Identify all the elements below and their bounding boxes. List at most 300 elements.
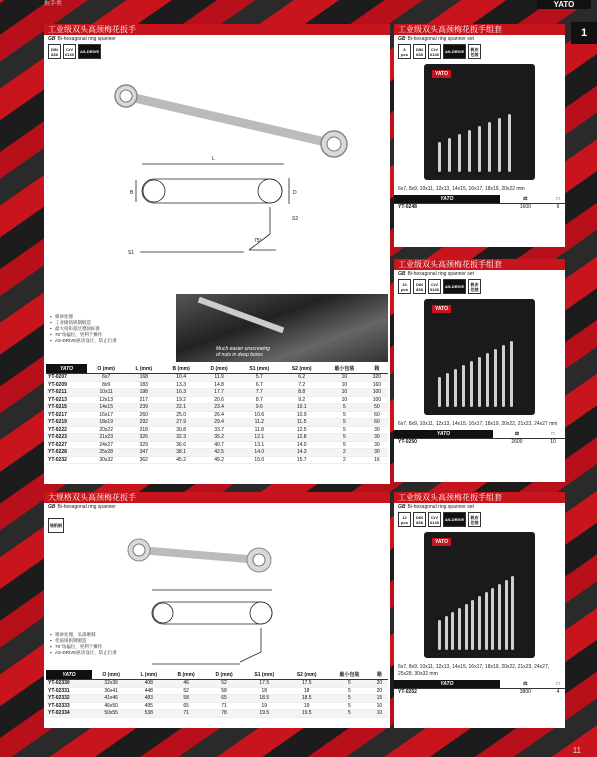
table-cell: 5 bbox=[328, 695, 371, 703]
wrench-in-pouch bbox=[488, 122, 491, 172]
table-cell: 30x32 bbox=[87, 456, 125, 464]
table-cell: 18 bbox=[285, 687, 327, 695]
spec-badge: AS-DRIVE bbox=[443, 44, 466, 59]
wrench-set-photo bbox=[424, 532, 535, 658]
product-panel-large bbox=[44, 492, 390, 728]
feature-item: ▪ 75°角偏位，更利于操作 bbox=[50, 644, 117, 650]
table-cell: 495 bbox=[130, 702, 167, 710]
table-cell: 5 bbox=[323, 411, 366, 419]
spec-badges bbox=[394, 278, 565, 295]
wrench-set-photo bbox=[424, 64, 535, 180]
pouch-logo: YATO bbox=[432, 305, 451, 313]
spec-badge: DIN 838 bbox=[413, 44, 426, 59]
table-cell: 20 bbox=[371, 680, 388, 688]
table-cell: 21x23 bbox=[87, 434, 125, 442]
feature-item: ▪ AS-DRIVE驱动设计，防止打滑 bbox=[50, 338, 117, 344]
table-cell: 25.0 bbox=[162, 411, 200, 419]
table-row bbox=[46, 419, 388, 427]
table-cell: 32.3 bbox=[162, 434, 200, 442]
large-spanner-drawing bbox=[44, 532, 390, 692]
table-cell: 4 bbox=[556, 689, 560, 696]
table-cell: 2 bbox=[323, 449, 366, 457]
dim-angle-label: 75° bbox=[254, 238, 262, 244]
table-cell: 65 bbox=[205, 695, 243, 703]
table-row bbox=[46, 381, 388, 389]
table-cell: 10.6 bbox=[238, 411, 280, 419]
wrench-in-pouch bbox=[448, 138, 451, 172]
spec-badge: DIN 838 bbox=[413, 279, 426, 294]
table-cell: 13.1 bbox=[238, 441, 280, 449]
wrench-in-pouch bbox=[438, 377, 441, 407]
table-cell: 15 bbox=[371, 695, 388, 703]
table-cell: 10 bbox=[323, 381, 366, 389]
spanner-photo bbox=[128, 539, 271, 572]
table-cell: 5 bbox=[323, 434, 366, 442]
table-row bbox=[46, 396, 388, 404]
table-cell: 326 bbox=[125, 434, 162, 442]
spec-badge: CrV 6140 bbox=[428, 279, 441, 294]
column-header: 最小包装 bbox=[323, 364, 366, 374]
table-cell: 10 bbox=[371, 710, 388, 718]
product-code: YT-0252 bbox=[398, 689, 417, 696]
panel-title: 工业级双头高颈梅花扳手 bbox=[44, 24, 390, 35]
table-cell: 16 bbox=[366, 456, 388, 464]
table-cell: 100 bbox=[366, 396, 388, 404]
table-row bbox=[394, 438, 565, 446]
table-cell: 10 bbox=[550, 439, 556, 446]
spec-badge: 8 pcs bbox=[398, 44, 411, 59]
din-badge: DIN 838 bbox=[48, 44, 61, 59]
set-panel-12pcs bbox=[394, 492, 565, 728]
table-cell: 9.2 bbox=[281, 396, 323, 404]
table-cell: 20.6 bbox=[200, 396, 238, 404]
table-cell: 58 bbox=[167, 695, 205, 703]
table-cell: 160 bbox=[366, 381, 388, 389]
technical-drawing bbox=[152, 590, 272, 664]
wrench-in-pouch bbox=[438, 142, 441, 172]
spec-badge: CrV 6140 bbox=[428, 44, 441, 59]
brand-header-cell: YATO bbox=[46, 364, 87, 374]
header-row bbox=[394, 430, 565, 438]
set-sizes: 6x7, 8x9, 10x11, 12x13, 14x15, 16x17, 18x19, 20x22 mm bbox=[398, 186, 525, 192]
table-cell: 14x15 bbox=[87, 404, 125, 412]
table-cell: 25x28 bbox=[87, 449, 125, 457]
pouch-logo: YATO bbox=[432, 70, 451, 78]
table-cell: 10.4 bbox=[162, 374, 200, 382]
dim-B-label: B bbox=[130, 190, 134, 196]
table-row bbox=[394, 203, 565, 211]
set-panel-8pcs bbox=[394, 24, 565, 247]
spec-badge: CrV 6140 bbox=[428, 512, 441, 527]
table-cell: 46x50 bbox=[92, 702, 130, 710]
spec-badges bbox=[394, 511, 565, 528]
asdrive-badge: AS-DRIVE bbox=[78, 44, 101, 59]
table-cell: 15.0 bbox=[238, 456, 280, 464]
page-number: 11 bbox=[572, 746, 581, 755]
wrench-in-pouch bbox=[446, 373, 449, 407]
spec-badge: 帆布 包装 bbox=[468, 44, 481, 59]
table-row bbox=[46, 449, 388, 457]
table-cell: 11.2 bbox=[238, 419, 280, 427]
table-cell: 30 bbox=[366, 449, 388, 457]
wrench-in-pouch bbox=[511, 576, 514, 650]
panel-subtitle: GB Bi-hexagonal ring spanner bbox=[48, 504, 116, 510]
table-cell: 3800 bbox=[519, 689, 531, 696]
header-row bbox=[46, 670, 388, 680]
wrench-in-pouch bbox=[486, 353, 489, 407]
column-header: 箱 bbox=[366, 364, 388, 374]
table-cell: 50 bbox=[366, 404, 388, 412]
spec-badges bbox=[44, 511, 390, 534]
table-cell: 24x27 bbox=[87, 441, 125, 449]
spec-table bbox=[46, 670, 388, 718]
wrench-in-pouch bbox=[510, 341, 513, 407]
wrench-in-pouch bbox=[451, 612, 454, 650]
table-cell: 17.5 bbox=[243, 680, 285, 688]
column-header: L (mm) bbox=[130, 670, 167, 680]
column-header: D (mm) bbox=[205, 670, 243, 680]
table-row bbox=[46, 426, 388, 434]
table-cell: 41x46 bbox=[92, 695, 130, 703]
column-header: S2 (mm) bbox=[281, 364, 323, 374]
table-cell: 20 bbox=[371, 687, 388, 695]
table-cell: 6.2 bbox=[281, 374, 323, 382]
table-cell: 30.8 bbox=[162, 426, 200, 434]
table-cell: 33.7 bbox=[200, 426, 238, 434]
table-cell: 71 bbox=[205, 702, 243, 710]
spec-badge: AS-DRIVE bbox=[443, 512, 466, 527]
table-cell: 18.5 bbox=[243, 695, 285, 703]
wrench-in-pouch bbox=[458, 134, 461, 172]
table-cell: 1600 bbox=[519, 204, 531, 211]
table-cell: 38.1 bbox=[162, 449, 200, 457]
table-cell: 538 bbox=[130, 710, 167, 718]
table-cell: 10 bbox=[371, 702, 388, 710]
table-cell: 49.2 bbox=[200, 456, 238, 464]
chapter-tab: 1 bbox=[571, 22, 597, 44]
product-code: YT-0223 bbox=[46, 434, 87, 442]
feature-item: ▪ 喷砂处理 bbox=[50, 314, 117, 320]
table-cell: 19.2 bbox=[162, 396, 200, 404]
product-code: YT-0211 bbox=[46, 389, 87, 397]
spec-badge: 帆布 包装 bbox=[468, 279, 481, 294]
weight-icon: ⚖ bbox=[500, 195, 551, 203]
crv-badge: 铬钒钢 bbox=[48, 518, 64, 533]
technical-drawing bbox=[136, 164, 289, 252]
table-cell: 239 bbox=[125, 404, 162, 412]
table-cell: 27.9 bbox=[162, 419, 200, 427]
table-cell: 6.7 bbox=[238, 381, 280, 389]
table-cell: 362 bbox=[125, 456, 162, 464]
table-cell: 198 bbox=[125, 389, 162, 397]
table-cell: 32x36 bbox=[92, 680, 130, 688]
wrench-in-pouch bbox=[491, 588, 494, 650]
product-code: YT-0248 bbox=[398, 204, 417, 211]
table-cell: 65 bbox=[167, 702, 205, 710]
spec-badges bbox=[44, 43, 390, 60]
table-cell: 10.9 bbox=[281, 411, 323, 419]
table-cell: 11.8 bbox=[238, 426, 280, 434]
box-icon: □ bbox=[551, 195, 565, 203]
feature-list bbox=[44, 632, 117, 656]
column-header: S1 (mm) bbox=[238, 364, 280, 374]
product-code: YT-0227 bbox=[46, 441, 87, 449]
table-cell: 12.1 bbox=[238, 434, 280, 442]
table-cell: 347 bbox=[125, 449, 162, 457]
table-cell: 14.0 bbox=[281, 441, 323, 449]
product-code: YT-0222 bbox=[46, 426, 87, 434]
header-row bbox=[46, 364, 388, 374]
table-cell: 26.4 bbox=[200, 411, 238, 419]
table-cell: 5 bbox=[323, 419, 366, 427]
table-cell: 6x7 bbox=[87, 374, 125, 382]
column-header: S2 (mm) bbox=[285, 670, 327, 680]
table-cell: 78 bbox=[205, 710, 243, 718]
wrench-in-pouch bbox=[478, 126, 481, 172]
spanner-photo bbox=[115, 85, 347, 157]
table-cell: 10x11 bbox=[87, 389, 125, 397]
table-cell: 6 bbox=[556, 204, 560, 211]
feature-item: ▪ 优质铬钒钢锻造 bbox=[50, 638, 117, 644]
set-sizes: 6x7, 8x9, 10x11, 12x13, 14x15, 16x17, 18x19, 20x22, 21x23, 24x27, 25x28, 30x32 mm bbox=[398, 664, 550, 677]
table-cell: 29.4 bbox=[200, 419, 238, 427]
usage-photo bbox=[176, 294, 388, 362]
table-cell: 168 bbox=[125, 374, 162, 382]
table-cell: 71 bbox=[167, 710, 205, 718]
table-row bbox=[46, 710, 388, 718]
table-cell: 18x19 bbox=[87, 419, 125, 427]
spec-badge: AS-DRIVE bbox=[443, 279, 466, 294]
wrench-in-pouch bbox=[485, 592, 488, 650]
feature-item: ▪ 75°角偏位，更利于操作 bbox=[50, 332, 117, 338]
table-cell: 36x41 bbox=[92, 687, 130, 695]
dim-S1-label: S1 bbox=[128, 250, 135, 256]
table-cell: 5 bbox=[323, 426, 366, 434]
table-row bbox=[46, 680, 388, 688]
table-cell: 11.9 bbox=[200, 374, 238, 382]
product-code: YT-0217 bbox=[46, 411, 87, 419]
panel-subtitle: GB Bi-hexagonal ring spanner bbox=[48, 36, 116, 42]
table-cell: 23.4 bbox=[200, 404, 238, 412]
brand-header-cell: YATO bbox=[46, 670, 92, 680]
feature-item: ▪ AS-DRIVE驱动设计，防止打滑 bbox=[50, 650, 117, 656]
table-row bbox=[46, 389, 388, 397]
column-header: O (mm) bbox=[87, 364, 125, 374]
product-code: YT-02330 bbox=[46, 680, 92, 688]
dim-D-label: D bbox=[293, 190, 297, 196]
table-cell: 318 bbox=[125, 426, 162, 434]
product-code: YT-0219 bbox=[46, 419, 87, 427]
table-cell: 5.7 bbox=[238, 374, 280, 382]
wrench-in-pouch bbox=[454, 369, 457, 407]
product-code: YT-0232 bbox=[46, 456, 87, 464]
column-header: L (mm) bbox=[125, 364, 162, 374]
wrench-in-pouch bbox=[470, 361, 473, 407]
table-cell: 19 bbox=[243, 702, 285, 710]
wrench-in-pouch bbox=[478, 596, 481, 650]
table-cell: 5 bbox=[323, 441, 366, 449]
table-row bbox=[46, 702, 388, 710]
table-cell: 13.3 bbox=[162, 381, 200, 389]
table-cell: 16.3 bbox=[162, 389, 200, 397]
set-table bbox=[394, 430, 565, 446]
table-cell: 10.1 bbox=[281, 404, 323, 412]
spec-table-wrap bbox=[46, 670, 388, 718]
table-cell: 14.3 bbox=[281, 449, 323, 457]
table-row bbox=[46, 456, 388, 464]
wrench-in-pouch bbox=[471, 600, 474, 650]
column-header: B (mm) bbox=[162, 364, 200, 374]
table-cell: 36.6 bbox=[162, 441, 200, 449]
feature-item: ▪ 最大扭矩超过德国标准 bbox=[50, 326, 117, 332]
table-cell: 18.5 bbox=[285, 695, 327, 703]
wrench-in-pouch bbox=[462, 365, 465, 407]
spanner-in-photo bbox=[198, 297, 285, 333]
table-cell: 12x13 bbox=[87, 396, 125, 404]
panel-title: 大规格双头高颈梅花扳手 bbox=[44, 492, 390, 503]
column-header: O (mm) bbox=[92, 670, 130, 680]
table-cell: 9.6 bbox=[238, 404, 280, 412]
table-cell: 5 bbox=[328, 687, 371, 695]
weight-icon: ⚖ bbox=[500, 680, 551, 688]
wrench-set-photo bbox=[424, 299, 535, 415]
brand-header-cell: YATO bbox=[394, 430, 493, 438]
table-cell: 30 bbox=[366, 441, 388, 449]
wrench-in-pouch bbox=[468, 130, 471, 172]
table-cell: 8.7 bbox=[238, 396, 280, 404]
table-cell: 2600 bbox=[511, 439, 523, 446]
table-cell: 329 bbox=[125, 441, 162, 449]
table-cell: 12.8 bbox=[281, 434, 323, 442]
table-row bbox=[46, 404, 388, 412]
table-cell: 58 bbox=[205, 687, 243, 695]
box-icon: □ bbox=[551, 680, 565, 688]
crv-badge: CrV 6140 bbox=[63, 44, 76, 59]
wrench-in-pouch bbox=[458, 608, 461, 650]
table-row bbox=[46, 434, 388, 442]
set-sizes: 6x7, 8x9, 10x11, 12x13, 14x15, 16x17, 18x19, 20x22, 21x23, 24x27 mm bbox=[398, 421, 558, 427]
table-cell: 12.5 bbox=[281, 426, 323, 434]
table-cell: 45.2 bbox=[162, 456, 200, 464]
wrench-in-pouch bbox=[498, 118, 501, 172]
table-cell: 217 bbox=[125, 396, 162, 404]
table-row bbox=[46, 411, 388, 419]
table-cell: 60 bbox=[366, 419, 388, 427]
table-cell: 5 bbox=[328, 680, 371, 688]
table-cell: 19 bbox=[285, 702, 327, 710]
table-row bbox=[46, 374, 388, 382]
table-cell: 5 bbox=[328, 702, 371, 710]
spec-badge: DIN 838 bbox=[413, 512, 426, 527]
table-cell: 10 bbox=[323, 396, 366, 404]
product-code: YT-0250 bbox=[398, 439, 417, 446]
wrench-in-pouch bbox=[438, 620, 441, 650]
table-row bbox=[46, 441, 388, 449]
header-row bbox=[394, 195, 565, 203]
spec-table bbox=[46, 364, 388, 464]
table-cell: 100 bbox=[366, 389, 388, 397]
wrench-in-pouch bbox=[505, 580, 508, 650]
panel-title: 工业级双头高颈梅花扳手组套 bbox=[394, 24, 565, 35]
table-cell: 17.5 bbox=[285, 680, 327, 688]
table-cell: 50x55 bbox=[92, 710, 130, 718]
table-row bbox=[46, 687, 388, 695]
spec-badge: 10 pcs bbox=[398, 279, 411, 294]
table-cell: 46 bbox=[167, 680, 205, 688]
brand-logo: YATO bbox=[537, 0, 591, 9]
table-cell: 52 bbox=[167, 687, 205, 695]
table-cell: 2 bbox=[323, 456, 366, 464]
column-header: 最小包装 bbox=[328, 670, 371, 680]
brand-header-cell: YATO bbox=[394, 195, 500, 203]
brand-header-cell: YATO bbox=[394, 680, 500, 688]
spec-badge: 12 pcs bbox=[398, 512, 411, 527]
wrench-in-pouch bbox=[508, 114, 511, 172]
table-cell: 16x17 bbox=[87, 411, 125, 419]
table-cell: 292 bbox=[125, 419, 162, 427]
table-row bbox=[394, 688, 565, 696]
dim-S2-label: S2 bbox=[292, 216, 299, 222]
table-cell: 15.7 bbox=[281, 456, 323, 464]
product-code: YT-02331 bbox=[46, 687, 92, 695]
table-cell: 183 bbox=[125, 381, 162, 389]
wrench-in-pouch bbox=[445, 616, 448, 650]
wrench-in-pouch bbox=[465, 604, 468, 650]
column-header: D (mm) bbox=[200, 364, 238, 374]
box-icon: □ bbox=[541, 430, 565, 438]
table-cell: 11.5 bbox=[281, 419, 323, 427]
pouch-logo: YATO bbox=[432, 538, 451, 546]
table-cell: 320 bbox=[366, 374, 388, 382]
product-code: YT-0213 bbox=[46, 396, 87, 404]
table-cell: 17.7 bbox=[200, 389, 238, 397]
column-header: S1 (mm) bbox=[243, 670, 285, 680]
product-code: YT-02333 bbox=[46, 702, 92, 710]
table-cell: 7.2 bbox=[281, 381, 323, 389]
product-code: YT-0209 bbox=[46, 381, 87, 389]
feature-item: ▪ 工业级铬钒钢锻造 bbox=[50, 320, 117, 326]
table-cell: 42.5 bbox=[200, 449, 238, 457]
column-header: B (mm) bbox=[167, 670, 205, 680]
panel-subtitle: GB Bi-hexagonal ring spanner set bbox=[398, 36, 474, 42]
table-cell: 8.8 bbox=[281, 389, 323, 397]
table-cell: 10 bbox=[323, 374, 366, 382]
panel-subtitle: GB Bi-hexagonal ring spanner set bbox=[398, 271, 474, 277]
feature-item: ▪ 喷砂处理，头部磨制 bbox=[50, 632, 117, 638]
panel-title: 工业级双头高颈梅花扳手组套 bbox=[394, 259, 565, 270]
column-header: 箱 bbox=[371, 670, 388, 680]
wrench-in-pouch bbox=[478, 357, 481, 407]
table-cell: 7.7 bbox=[238, 389, 280, 397]
table-cell: 30 bbox=[366, 434, 388, 442]
product-code: YT-02332 bbox=[46, 695, 92, 703]
photo-caption: Much easier unscrewing of nuts in deep bores bbox=[216, 346, 270, 358]
table-cell: 22.1 bbox=[162, 404, 200, 412]
table-cell: 260 bbox=[125, 411, 162, 419]
panel-subtitle: GB Bi-hexagonal ring spanner set bbox=[398, 504, 474, 510]
product-code: YT-02334 bbox=[46, 710, 92, 718]
dim-L-label: L bbox=[212, 156, 215, 162]
table-cell: 14.0 bbox=[238, 449, 280, 457]
table-cell: 408 bbox=[130, 680, 167, 688]
table-cell: 448 bbox=[130, 687, 167, 695]
table-cell: 10 bbox=[323, 389, 366, 397]
table-cell: 14.8 bbox=[200, 381, 238, 389]
product-code: YT-0207 bbox=[46, 374, 87, 382]
set-table bbox=[394, 680, 565, 696]
table-cell: 5 bbox=[328, 710, 371, 718]
set-panel-10pcs bbox=[394, 259, 565, 482]
